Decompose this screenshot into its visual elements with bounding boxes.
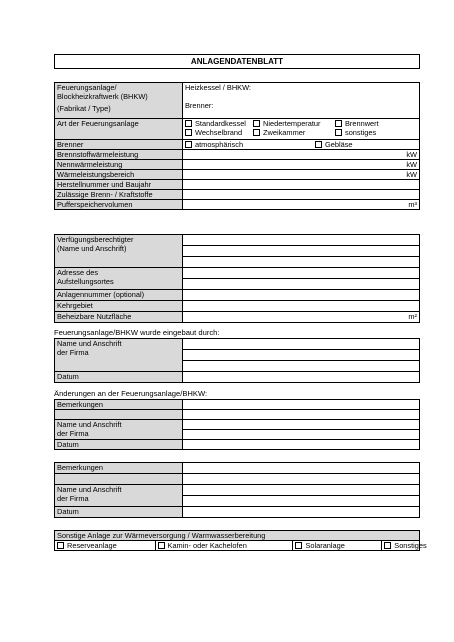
verfuegung-table	[54, 234, 420, 323]
field-firma-1[interactable]	[183, 420, 420, 430]
field-datum[interactable]	[183, 440, 420, 450]
sonstige-anlage-table	[54, 530, 427, 551]
field-firma-2[interactable]	[183, 350, 420, 361]
checkbox-icon[interactable]	[384, 542, 391, 549]
checkbox-icon[interactable]	[335, 120, 342, 127]
label-feuerungsanlage: Feuerungsanlage/ Blockheizkraftwerk (BHKW) (Fabrikat / Type)	[55, 83, 183, 119]
label-kehrgebiet: Kehrgebiet	[55, 301, 183, 312]
label-anlagennummer: Anlagennummer (optional)	[55, 290, 183, 301]
label-adresse: Adresse des Aufstellungsortes	[55, 268, 183, 290]
label-pufferspeicher: Pufferspeichervolumen	[55, 200, 183, 210]
field-firma-1[interactable]	[183, 339, 420, 350]
label-waermeleistungsbereich: Wärmeleistungsbereich	[55, 170, 183, 180]
label-datum: Datum	[55, 372, 183, 383]
option-wechselbrand[interactable]: Wechselbrand	[185, 128, 253, 137]
label-brennstoffwaermeleistung: Brennstoffwärmeleistung	[55, 150, 183, 160]
checkbox-icon[interactable]	[185, 141, 192, 148]
field-adresse-1[interactable]	[183, 268, 420, 279]
option-brennwert[interactable]: Brennwert	[335, 119, 379, 128]
checkbox-icon[interactable]	[315, 141, 322, 148]
eingebaut-table	[54, 338, 420, 383]
field-firma-2[interactable]	[183, 430, 420, 440]
option-standardkessel[interactable]: Standardkessel	[185, 119, 253, 128]
checkbox-icon[interactable]	[295, 542, 302, 549]
field-verfuegung-3[interactable]	[183, 257, 420, 268]
checkbox-icon[interactable]	[335, 129, 342, 136]
bemerkungen-table	[54, 462, 420, 518]
field-anlagennummer[interactable]	[183, 290, 420, 301]
label-art: Art der Feuerungsanlage	[55, 119, 183, 140]
field-firma-2[interactable]	[183, 496, 420, 507]
label-firma: Name und Anschrift der Firma	[55, 339, 183, 372]
field-verfuegung-1[interactable]	[183, 235, 420, 246]
field-pufferspeicher[interactable]: m³	[183, 200, 420, 210]
option-kamin[interactable]: Kamin- oder Kachelofen	[155, 541, 293, 551]
label-herstellnummer: Herstellnummer und Baujahr	[55, 180, 183, 190]
checkbox-icon[interactable]	[185, 129, 192, 136]
anlage-table	[54, 82, 420, 210]
label-brennstoffe: Zulässige Brenn- / Kraftstoffe	[55, 190, 183, 200]
heading-eingebaut: Feuerungsanlage/BHKW wurde eingebaut durch:	[54, 328, 220, 337]
option-atmospharisch[interactable]: atmosphärisch	[185, 140, 315, 149]
label-nennwaermeleistung: Nennwärmeleistung	[55, 160, 183, 170]
page-title: ANLAGENDATENBLATT	[54, 54, 420, 69]
option-niedertemperatur[interactable]: Niedertemperatur	[253, 119, 335, 128]
field-verfuegung-2[interactable]	[183, 246, 420, 257]
heading-aenderungen: Änderungen an der Feuerungsanlage/BHKW:	[54, 389, 208, 398]
field-kehrgebiet[interactable]	[183, 301, 420, 312]
field-bemerkungen-2[interactable]	[183, 474, 420, 485]
field-adresse-2[interactable]	[183, 279, 420, 290]
option-sonstiges[interactable]: sonstiges	[335, 128, 376, 137]
field-herstellnummer[interactable]	[183, 180, 420, 190]
field-bemerkungen-1[interactable]	[183, 463, 420, 474]
field-bemerkungen-2[interactable]	[183, 410, 420, 420]
label-bemerkungen: Bemerkungen	[55, 400, 183, 410]
label-firma: Name und Anschrift der Firma	[55, 485, 183, 507]
field-datum[interactable]	[183, 372, 420, 383]
label-verfuegungsberechtigter: Verfügungsberechtigter (Name und Anschrift)	[55, 235, 183, 268]
label-datum: Datum	[55, 440, 183, 450]
label-firma: Name und Anschrift der Firma	[55, 420, 183, 440]
label-brenner: Brenner	[55, 140, 183, 150]
checkbox-icon[interactable]	[253, 120, 260, 127]
option-zweikammer[interactable]: Zweikammer	[253, 128, 335, 137]
option-solaranlage[interactable]: Solaranlage	[293, 541, 382, 551]
option-sonstiges[interactable]: Sonstiges	[382, 541, 420, 551]
field-waermeleistungsbereich[interactable]: kW	[183, 170, 420, 180]
field-nutzflaeche[interactable]: m²	[183, 312, 420, 323]
label-nutzflaeche: Beheizbare Nutzfläche	[55, 312, 183, 323]
field-firma-1[interactable]	[183, 485, 420, 496]
field-nennwaermeleistung[interactable]: kW	[183, 160, 420, 170]
field-brennstoffe[interactable]	[183, 190, 420, 200]
aenderungen-table	[54, 399, 420, 450]
checkbox-icon[interactable]	[57, 542, 64, 549]
option-reserveanlage[interactable]: Reserveanlage	[55, 541, 156, 551]
art-options	[183, 119, 420, 140]
field-firma-3[interactable]	[183, 361, 420, 372]
label-bemerkungen: Bemerkungen	[55, 463, 183, 474]
field-bemerkungen-1[interactable]	[183, 400, 420, 410]
checkbox-icon[interactable]	[185, 120, 192, 127]
field-brennstoffwaermeleistung[interactable]: kW	[183, 150, 420, 160]
field-heizkessel-brenner[interactable]: Heizkessel / BHKW: Brenner:	[183, 83, 420, 119]
option-geblaese[interactable]: Gebläse	[315, 140, 353, 149]
label-datum: Datum	[55, 507, 183, 518]
checkbox-icon[interactable]	[158, 542, 165, 549]
sonstige-anlage-header: Sonstige Anlage zur Wärmeversorgung / Warmwasserbereitung	[55, 531, 420, 541]
checkbox-icon[interactable]	[253, 129, 260, 136]
field-datum[interactable]	[183, 507, 420, 518]
brenner-options	[183, 140, 420, 150]
